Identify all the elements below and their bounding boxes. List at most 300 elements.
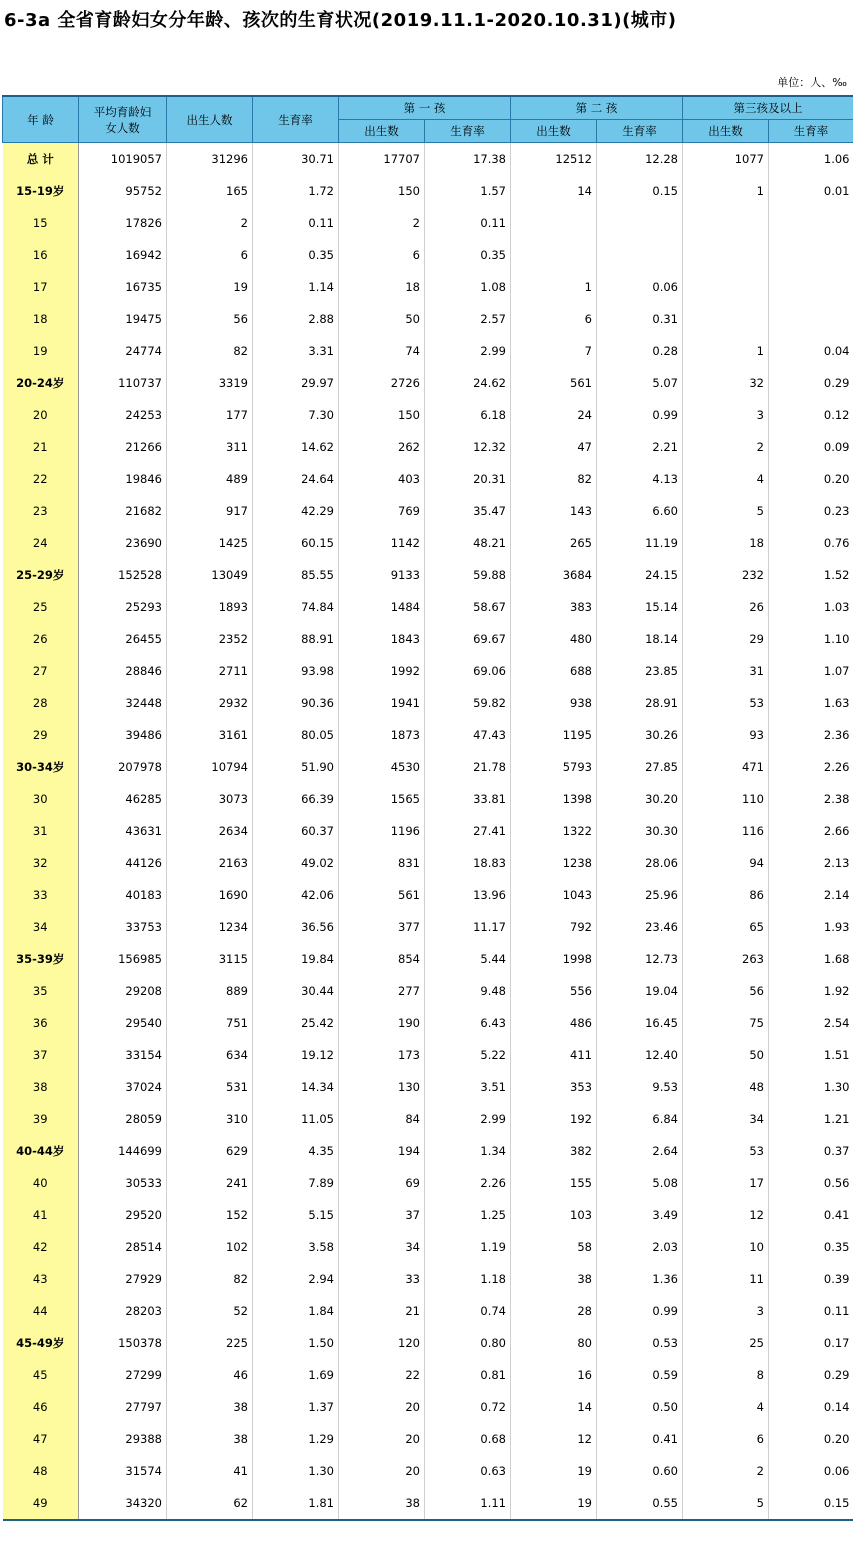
cell-third-births: 2	[683, 431, 769, 463]
cell-births: 13049	[167, 559, 253, 591]
cell-births: 102	[167, 1231, 253, 1263]
cell-second-rate: 0.59	[597, 1359, 683, 1391]
cell-third-rate: 1.92	[769, 975, 853, 1007]
cell-first-rate: 59.82	[425, 687, 511, 719]
table-row	[3, 399, 853, 431]
cell-second-births: 47	[511, 431, 597, 463]
cell-births: 56	[167, 303, 253, 335]
cell-first-births: 561	[339, 879, 425, 911]
cell-births: 1425	[167, 527, 253, 559]
cell-fertility-rate: 19.84	[253, 943, 339, 975]
cell-second-rate: 0.15	[597, 175, 683, 207]
cell-third-births: 48	[683, 1071, 769, 1103]
cell-first-rate: 35.47	[425, 495, 511, 527]
cell-third-births: 232	[683, 559, 769, 591]
table-row	[3, 911, 853, 943]
cell-avg-women: 44126	[79, 847, 167, 879]
cell-avg-women: 26455	[79, 623, 167, 655]
cell-fertility-rate: 93.98	[253, 655, 339, 687]
cell-third-births: 263	[683, 943, 769, 975]
cell-third-births: 32	[683, 367, 769, 399]
cell-second-rate: 2.64	[597, 1135, 683, 1167]
cell-third-rate: 1.51	[769, 1039, 853, 1071]
cell-avg-women: 21266	[79, 431, 167, 463]
cell-second-births: 80	[511, 1327, 597, 1359]
cell-second-births: 1195	[511, 719, 597, 751]
cell-second-births: 28	[511, 1295, 597, 1327]
cell-second-rate: 0.28	[597, 335, 683, 367]
cell-second-rate	[597, 239, 683, 271]
cell-second-births: 6	[511, 303, 597, 335]
table-row	[3, 783, 853, 815]
cell-third-rate: 1.52	[769, 559, 853, 591]
cell-third-rate: 0.29	[769, 1359, 853, 1391]
cell-second-births: 192	[511, 1103, 597, 1135]
cell-avg-women: 27797	[79, 1391, 167, 1423]
row-age-label: 21	[3, 431, 79, 463]
cell-second-births: 1322	[511, 815, 597, 847]
cell-second-rate: 30.30	[597, 815, 683, 847]
cell-births: 3115	[167, 943, 253, 975]
row-age-label: 总 计	[3, 143, 79, 176]
cell-third-births: 50	[683, 1039, 769, 1071]
row-age-label: 40	[3, 1167, 79, 1199]
cell-first-rate: 47.43	[425, 719, 511, 751]
cell-fertility-rate: 1.50	[253, 1327, 339, 1359]
table-row	[3, 143, 853, 176]
cell-fertility-rate: 1.37	[253, 1391, 339, 1423]
cell-second-births: 556	[511, 975, 597, 1007]
cell-first-births: 377	[339, 911, 425, 943]
cell-births: 225	[167, 1327, 253, 1359]
cell-first-rate: 69.67	[425, 623, 511, 655]
cell-third-rate: 1.68	[769, 943, 853, 975]
cell-third-births: 75	[683, 1007, 769, 1039]
cell-avg-women: 19846	[79, 463, 167, 495]
cell-second-births: 14	[511, 175, 597, 207]
cell-third-births: 11	[683, 1263, 769, 1295]
table-row	[3, 1391, 853, 1423]
cell-second-rate: 12.28	[597, 143, 683, 176]
cell-births: 38	[167, 1423, 253, 1455]
cell-births: 3073	[167, 783, 253, 815]
cell-births: 629	[167, 1135, 253, 1167]
cell-third-births: 6	[683, 1423, 769, 1455]
table-row	[3, 527, 853, 559]
subheader-third-births: 出生数	[683, 120, 769, 143]
row-age-label: 38	[3, 1071, 79, 1103]
cell-second-rate: 5.07	[597, 367, 683, 399]
cell-second-births: 486	[511, 1007, 597, 1039]
cell-births: 41	[167, 1455, 253, 1487]
cell-second-births: 938	[511, 687, 597, 719]
cell-births: 31296	[167, 143, 253, 176]
cell-avg-women: 25293	[79, 591, 167, 623]
cell-second-births: 19	[511, 1455, 597, 1487]
table-title: 6-3a 全省育龄妇女分年龄、孩次的生育状况(2019.11.1-2020.10.31)(城市)	[4, 10, 677, 31]
cell-third-births: 1	[683, 175, 769, 207]
cell-births: 1893	[167, 591, 253, 623]
table-row	[3, 1071, 853, 1103]
row-age-label: 15	[3, 207, 79, 239]
cell-first-rate: 0.80	[425, 1327, 511, 1359]
cell-avg-women: 40183	[79, 879, 167, 911]
cell-third-rate: 1.21	[769, 1103, 853, 1135]
cell-births: 751	[167, 1007, 253, 1039]
header-avg-women: 平均育龄妇女人数	[79, 96, 167, 143]
cell-third-rate: 0.35	[769, 1231, 853, 1263]
row-age-label: 41	[3, 1199, 79, 1231]
cell-fertility-rate: 1.14	[253, 271, 339, 303]
cell-avg-women: 46285	[79, 783, 167, 815]
cell-fertility-rate: 24.64	[253, 463, 339, 495]
cell-births: 2352	[167, 623, 253, 655]
cell-avg-women: 152528	[79, 559, 167, 591]
cell-third-rate: 0.01	[769, 175, 853, 207]
row-age-label: 46	[3, 1391, 79, 1423]
cell-third-births: 3	[683, 1295, 769, 1327]
cell-third-rate: 0.11	[769, 1295, 853, 1327]
cell-fertility-rate: 14.34	[253, 1071, 339, 1103]
cell-third-rate: 1.07	[769, 655, 853, 687]
cell-third-rate: 0.29	[769, 367, 853, 399]
cell-first-rate: 24.62	[425, 367, 511, 399]
cell-first-births: 1142	[339, 527, 425, 559]
cell-third-births: 5	[683, 495, 769, 527]
cell-second-rate: 25.96	[597, 879, 683, 911]
cell-first-births: 173	[339, 1039, 425, 1071]
cell-births: 2711	[167, 655, 253, 687]
cell-second-births: 411	[511, 1039, 597, 1071]
cell-births: 19	[167, 271, 253, 303]
row-age-label: 30	[3, 783, 79, 815]
cell-first-rate: 0.35	[425, 239, 511, 271]
cell-first-rate: 48.21	[425, 527, 511, 559]
cell-avg-women: 16735	[79, 271, 167, 303]
cell-fertility-rate: 36.56	[253, 911, 339, 943]
cell-births: 2	[167, 207, 253, 239]
cell-first-rate: 2.57	[425, 303, 511, 335]
table-row	[3, 687, 853, 719]
cell-first-births: 74	[339, 335, 425, 367]
cell-avg-women: 144699	[79, 1135, 167, 1167]
cell-fertility-rate: 88.91	[253, 623, 339, 655]
cell-third-births: 25	[683, 1327, 769, 1359]
table-row	[3, 495, 853, 527]
cell-fertility-rate: 60.15	[253, 527, 339, 559]
cell-fertility-rate: 29.97	[253, 367, 339, 399]
cell-first-rate: 0.68	[425, 1423, 511, 1455]
cell-avg-women: 28059	[79, 1103, 167, 1135]
cell-second-rate: 0.53	[597, 1327, 683, 1359]
table-row	[3, 847, 853, 879]
table-row	[3, 751, 853, 783]
cell-second-rate: 28.06	[597, 847, 683, 879]
cell-births: 1690	[167, 879, 253, 911]
cell-third-rate: 1.30	[769, 1071, 853, 1103]
cell-second-births: 19	[511, 1487, 597, 1520]
cell-births: 38	[167, 1391, 253, 1423]
cell-fertility-rate: 1.29	[253, 1423, 339, 1455]
cell-avg-women: 29540	[79, 1007, 167, 1039]
cell-third-rate: 0.20	[769, 463, 853, 495]
cell-births: 6	[167, 239, 253, 271]
cell-second-rate: 9.53	[597, 1071, 683, 1103]
cell-second-rate: 11.19	[597, 527, 683, 559]
cell-first-rate: 18.83	[425, 847, 511, 879]
cell-first-births: 150	[339, 399, 425, 431]
cell-first-rate: 1.57	[425, 175, 511, 207]
cell-fertility-rate: 1.81	[253, 1487, 339, 1520]
cell-first-births: 769	[339, 495, 425, 527]
cell-third-rate: 0.14	[769, 1391, 853, 1423]
row-age-label: 49	[3, 1487, 79, 1520]
cell-births: 1234	[167, 911, 253, 943]
cell-fertility-rate: 85.55	[253, 559, 339, 591]
table-row	[3, 559, 853, 591]
cell-first-births: 130	[339, 1071, 425, 1103]
cell-second-births: 58	[511, 1231, 597, 1263]
cell-fertility-rate: 1.84	[253, 1295, 339, 1327]
cell-third-rate: 2.54	[769, 1007, 853, 1039]
table-row	[3, 879, 853, 911]
cell-fertility-rate: 5.15	[253, 1199, 339, 1231]
cell-first-births: 1484	[339, 591, 425, 623]
row-age-label: 33	[3, 879, 79, 911]
cell-avg-women: 28846	[79, 655, 167, 687]
cell-second-rate: 6.60	[597, 495, 683, 527]
cell-fertility-rate: 66.39	[253, 783, 339, 815]
row-age-label: 48	[3, 1455, 79, 1487]
cell-avg-women: 39486	[79, 719, 167, 751]
cell-births: 82	[167, 1263, 253, 1295]
cell-fertility-rate: 60.37	[253, 815, 339, 847]
cell-first-rate: 2.99	[425, 335, 511, 367]
table-row	[3, 1039, 853, 1071]
cell-avg-women: 27929	[79, 1263, 167, 1295]
table-row	[3, 655, 853, 687]
cell-third-births: 18	[683, 527, 769, 559]
cell-first-births: 34	[339, 1231, 425, 1263]
cell-third-rate: 0.76	[769, 527, 853, 559]
cell-fertility-rate: 7.89	[253, 1167, 339, 1199]
cell-second-rate: 1.36	[597, 1263, 683, 1295]
cell-first-rate: 33.81	[425, 783, 511, 815]
cell-fertility-rate: 80.05	[253, 719, 339, 751]
table-row	[3, 1455, 853, 1487]
cell-third-rate: 1.06	[769, 143, 853, 176]
cell-avg-women: 43631	[79, 815, 167, 847]
row-age-label: 47	[3, 1423, 79, 1455]
cell-births: 165	[167, 175, 253, 207]
row-age-label: 16	[3, 239, 79, 271]
cell-third-rate: 2.26	[769, 751, 853, 783]
cell-fertility-rate: 7.30	[253, 399, 339, 431]
cell-births: 634	[167, 1039, 253, 1071]
cell-first-rate: 0.81	[425, 1359, 511, 1391]
cell-third-births: 2	[683, 1455, 769, 1487]
row-age-label: 40-44岁	[3, 1135, 79, 1167]
cell-fertility-rate: 1.69	[253, 1359, 339, 1391]
cell-avg-women: 95752	[79, 175, 167, 207]
cell-third-rate: 0.56	[769, 1167, 853, 1199]
row-age-label: 22	[3, 463, 79, 495]
cell-second-births: 5793	[511, 751, 597, 783]
cell-avg-women: 37024	[79, 1071, 167, 1103]
cell-third-rate: 0.17	[769, 1327, 853, 1359]
cell-first-rate: 0.72	[425, 1391, 511, 1423]
cell-second-births: 480	[511, 623, 597, 655]
cell-avg-women: 110737	[79, 367, 167, 399]
cell-first-births: 1565	[339, 783, 425, 815]
row-age-label: 35-39岁	[3, 943, 79, 975]
cell-first-births: 22	[339, 1359, 425, 1391]
cell-third-births: 86	[683, 879, 769, 911]
cell-fertility-rate: 14.62	[253, 431, 339, 463]
header-second-child: 第 二 孩	[511, 96, 683, 120]
cell-first-rate: 27.41	[425, 815, 511, 847]
row-age-label: 15-19岁	[3, 175, 79, 207]
cell-second-births: 3684	[511, 559, 597, 591]
cell-avg-women: 31574	[79, 1455, 167, 1487]
cell-second-rate: 30.20	[597, 783, 683, 815]
cell-second-births: 103	[511, 1199, 597, 1231]
cell-avg-women: 23690	[79, 527, 167, 559]
cell-fertility-rate: 74.84	[253, 591, 339, 623]
cell-avg-women: 33753	[79, 911, 167, 943]
cell-first-rate: 2.99	[425, 1103, 511, 1135]
cell-avg-women: 32448	[79, 687, 167, 719]
cell-third-births: 93	[683, 719, 769, 751]
row-age-label: 43	[3, 1263, 79, 1295]
cell-fertility-rate: 30.44	[253, 975, 339, 1007]
row-age-label: 19	[3, 335, 79, 367]
subheader-first-rate: 生育率	[425, 120, 511, 143]
cell-first-births: 9133	[339, 559, 425, 591]
cell-first-rate: 20.31	[425, 463, 511, 495]
cell-first-rate: 1.08	[425, 271, 511, 303]
cell-second-rate: 12.73	[597, 943, 683, 975]
cell-avg-women: 27299	[79, 1359, 167, 1391]
cell-first-births: 831	[339, 847, 425, 879]
cell-second-rate: 19.04	[597, 975, 683, 1007]
cell-first-births: 150	[339, 175, 425, 207]
cell-fertility-rate: 1.30	[253, 1455, 339, 1487]
cell-avg-women: 29388	[79, 1423, 167, 1455]
cell-avg-women: 28203	[79, 1295, 167, 1327]
cell-first-births: 1941	[339, 687, 425, 719]
cell-third-births: 1077	[683, 143, 769, 176]
row-age-label: 28	[3, 687, 79, 719]
cell-avg-women: 21682	[79, 495, 167, 527]
cell-fertility-rate: 3.31	[253, 335, 339, 367]
cell-second-births: 561	[511, 367, 597, 399]
row-age-label: 34	[3, 911, 79, 943]
row-age-label: 30-34岁	[3, 751, 79, 783]
cell-first-births: 1873	[339, 719, 425, 751]
table-row	[3, 1359, 853, 1391]
cell-third-births	[683, 303, 769, 335]
cell-third-rate: 1.93	[769, 911, 853, 943]
cell-first-rate: 6.18	[425, 399, 511, 431]
cell-third-births: 4	[683, 463, 769, 495]
cell-first-rate: 1.19	[425, 1231, 511, 1263]
cell-second-births: 7	[511, 335, 597, 367]
cell-second-rate: 16.45	[597, 1007, 683, 1039]
cell-third-births: 12	[683, 1199, 769, 1231]
cell-first-births: 17707	[339, 143, 425, 176]
cell-fertility-rate: 11.05	[253, 1103, 339, 1135]
cell-second-births: 24	[511, 399, 597, 431]
cell-births: 310	[167, 1103, 253, 1135]
cell-first-births: 403	[339, 463, 425, 495]
cell-second-births: 155	[511, 1167, 597, 1199]
cell-avg-women: 1019057	[79, 143, 167, 176]
cell-third-births: 4	[683, 1391, 769, 1423]
cell-fertility-rate: 1.72	[253, 175, 339, 207]
cell-second-births: 792	[511, 911, 597, 943]
cell-first-births: 2	[339, 207, 425, 239]
cell-fertility-rate: 4.35	[253, 1135, 339, 1167]
cell-first-rate: 0.63	[425, 1455, 511, 1487]
subheader-first-births: 出生数	[339, 120, 425, 143]
cell-first-births: 18	[339, 271, 425, 303]
cell-third-births: 34	[683, 1103, 769, 1135]
cell-first-rate: 1.11	[425, 1487, 511, 1520]
cell-first-births: 38	[339, 1487, 425, 1520]
cell-first-births: 6	[339, 239, 425, 271]
cell-second-rate: 0.31	[597, 303, 683, 335]
cell-second-births: 1998	[511, 943, 597, 975]
cell-fertility-rate: 49.02	[253, 847, 339, 879]
cell-first-births: 20	[339, 1391, 425, 1423]
row-age-label: 29	[3, 719, 79, 751]
cell-second-births: 1043	[511, 879, 597, 911]
cell-second-births: 82	[511, 463, 597, 495]
cell-second-rate: 2.03	[597, 1231, 683, 1263]
row-age-label: 32	[3, 847, 79, 879]
cell-second-births: 383	[511, 591, 597, 623]
cell-births: 489	[167, 463, 253, 495]
table-row	[3, 1423, 853, 1455]
cell-second-rate	[597, 207, 683, 239]
cell-second-births	[511, 239, 597, 271]
header-fertility: 生育率	[253, 96, 339, 143]
cell-avg-women: 34320	[79, 1487, 167, 1520]
table-row	[3, 719, 853, 751]
cell-births: 241	[167, 1167, 253, 1199]
cell-births: 2932	[167, 687, 253, 719]
row-age-label: 20-24岁	[3, 367, 79, 399]
cell-third-births: 17	[683, 1167, 769, 1199]
cell-fertility-rate: 42.29	[253, 495, 339, 527]
cell-first-births: 277	[339, 975, 425, 1007]
table-row	[3, 975, 853, 1007]
cell-second-rate: 4.13	[597, 463, 683, 495]
header-third-child: 第三孩及以上	[683, 96, 853, 120]
fertility-table	[2, 95, 853, 1521]
cell-births: 177	[167, 399, 253, 431]
cell-second-rate: 0.99	[597, 1295, 683, 1327]
cell-third-rate	[769, 207, 853, 239]
cell-third-rate: 2.36	[769, 719, 853, 751]
cell-births: 917	[167, 495, 253, 527]
cell-avg-women: 16942	[79, 239, 167, 271]
cell-third-rate: 1.10	[769, 623, 853, 655]
row-age-label: 44	[3, 1295, 79, 1327]
cell-first-births: 1196	[339, 815, 425, 847]
table-row	[3, 1231, 853, 1263]
